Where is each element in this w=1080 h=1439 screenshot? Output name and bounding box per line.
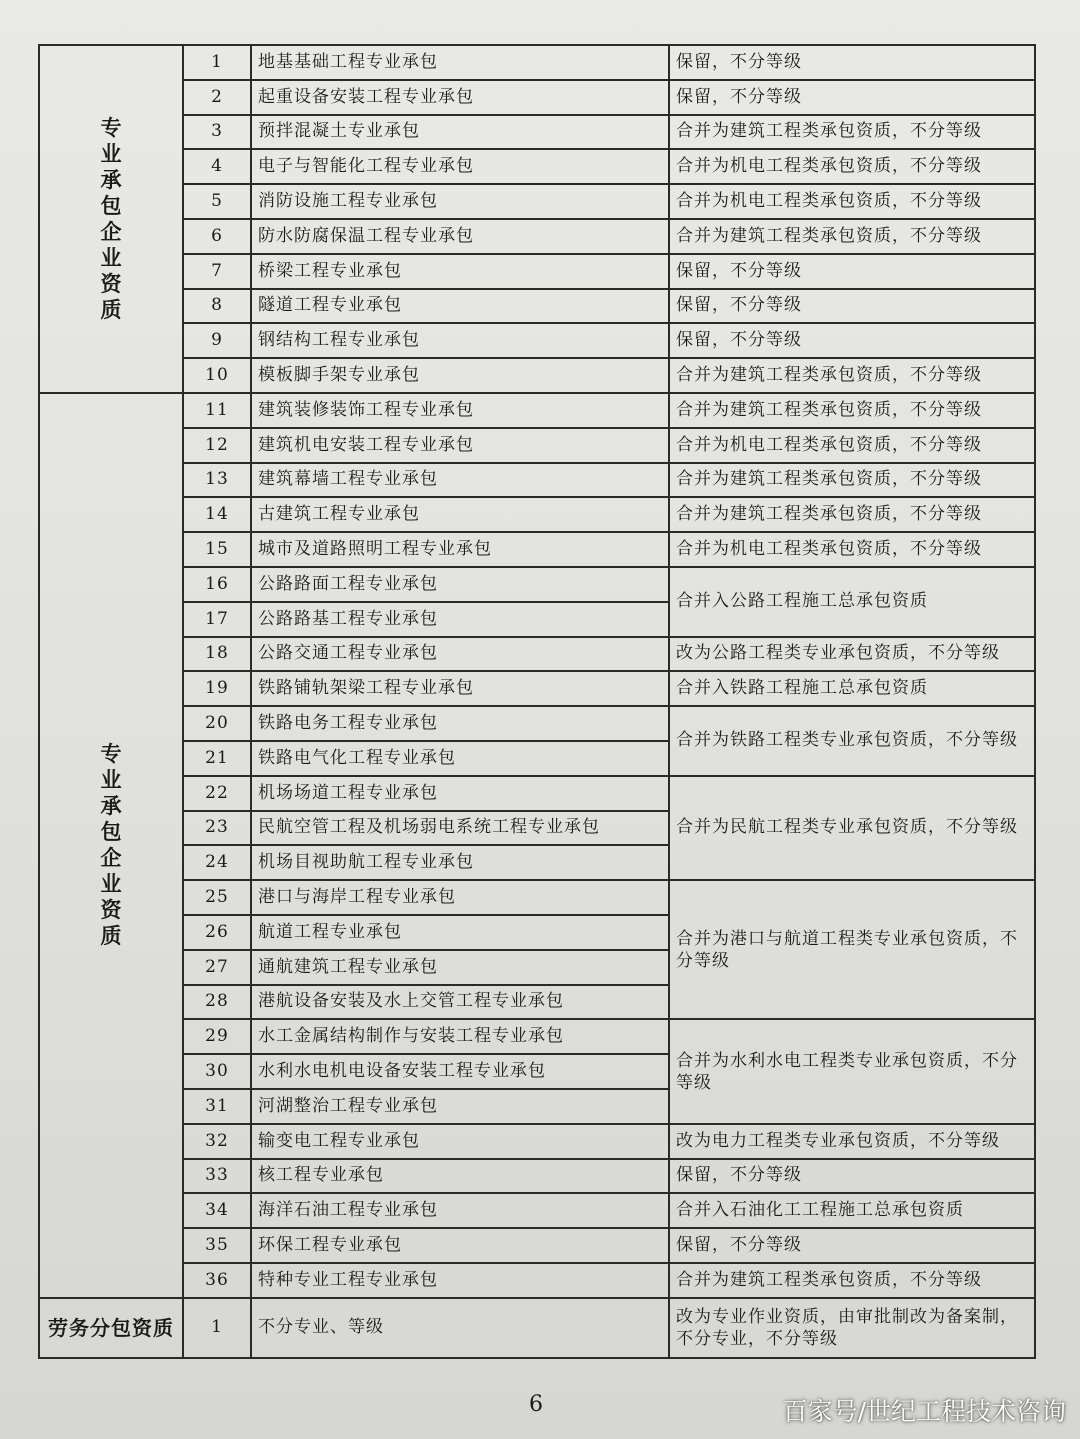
qualification-name: 航道工程专业承包 xyxy=(251,915,669,950)
remark-cell: 合并为机电工程类承包资质，不分等级 xyxy=(669,532,1035,567)
qualification-name: 机场目视助航工程专业承包 xyxy=(251,845,669,880)
table-row xyxy=(39,358,1035,393)
table-row xyxy=(39,289,1035,324)
row-number: 29 xyxy=(183,1019,251,1054)
category-cell xyxy=(39,1298,183,1358)
table-row xyxy=(39,776,1035,811)
table-row xyxy=(39,567,1035,602)
row-number: 21 xyxy=(183,741,251,776)
table-row xyxy=(39,671,1035,706)
row-number: 35 xyxy=(183,1228,251,1263)
qualification-name: 水利水电机电设备安装工程专业承包 xyxy=(251,1054,669,1089)
qualification-name: 建筑装修装饰工程专业承包 xyxy=(251,393,669,428)
remark-cell: 合并为建筑工程类承包资质，不分等级 xyxy=(669,115,1035,150)
table-row xyxy=(39,1298,1035,1358)
remark-cell: 保留，不分等级 xyxy=(669,1228,1035,1263)
qualification-name: 城市及道路照明工程专业承包 xyxy=(251,532,669,567)
row-number: 11 xyxy=(183,393,251,428)
qualification-name: 模板脚手架专业承包 xyxy=(251,358,669,393)
qualification-name: 公路路基工程专业承包 xyxy=(251,602,669,637)
remark-cell: 改为专业作业资质，由审批制改为备案制，不分专业，不分等级 xyxy=(669,1298,1035,1358)
table-row xyxy=(39,880,1035,915)
table-row xyxy=(39,1124,1035,1159)
qualification-name: 起重设备安装工程专业承包 xyxy=(251,80,669,115)
qualification-name: 港航设备安装及水上交管工程专业承包 xyxy=(251,985,669,1020)
table-row xyxy=(39,497,1035,532)
remark-cell: 保留，不分等级 xyxy=(669,254,1035,289)
category-cell xyxy=(39,45,183,393)
qualification-name: 环保工程专业承包 xyxy=(251,1228,669,1263)
remark-cell: 合并为建筑工程类承包资质，不分等级 xyxy=(669,219,1035,254)
remark-cell: 保留，不分等级 xyxy=(669,323,1035,358)
remark-cell: 合并为铁路工程类专业承包资质，不分等级 xyxy=(669,706,1035,776)
row-number: 16 xyxy=(183,567,251,602)
qualification-name: 建筑机电安装工程专业承包 xyxy=(251,428,669,463)
table-row xyxy=(39,463,1035,498)
row-number: 24 xyxy=(183,845,251,880)
qualification-name: 河湖整治工程专业承包 xyxy=(251,1089,669,1124)
row-number: 8 xyxy=(183,289,251,324)
table-row xyxy=(39,393,1035,428)
table-row xyxy=(39,254,1035,289)
qualification-name: 水工金属结构制作与安装工程专业承包 xyxy=(251,1019,669,1054)
category-label: 专业承包企业资质 xyxy=(100,741,122,949)
remark-cell: 合并为建筑工程类承包资质，不分等级 xyxy=(669,463,1035,498)
table-row xyxy=(39,1228,1035,1263)
row-number: 28 xyxy=(183,985,251,1020)
table-row xyxy=(39,1193,1035,1228)
table-row xyxy=(39,149,1035,184)
qualification-name: 电子与智能化工程专业承包 xyxy=(251,149,669,184)
page-number: 6 xyxy=(529,1392,543,1417)
watermark: 百家号/世纪工程技术咨询 xyxy=(782,1397,1066,1426)
row-number: 27 xyxy=(183,950,251,985)
category-cell xyxy=(39,393,183,1298)
qualification-name: 核工程专业承包 xyxy=(251,1159,669,1194)
row-number: 19 xyxy=(183,671,251,706)
row-number: 1 xyxy=(183,45,251,80)
qualification-name: 通航建筑工程专业承包 xyxy=(251,950,669,985)
remark-cell: 改为电力工程类专业承包资质，不分等级 xyxy=(669,1124,1035,1159)
category-label: 劳务分包资质 xyxy=(48,1315,174,1340)
row-number: 31 xyxy=(183,1089,251,1124)
table-row xyxy=(39,532,1035,567)
remark-cell: 合并为建筑工程类承包资质，不分等级 xyxy=(669,497,1035,532)
row-number: 20 xyxy=(183,706,251,741)
row-number: 3 xyxy=(183,115,251,150)
qualification-name: 公路交通工程专业承包 xyxy=(251,637,669,672)
qualification-name: 地基基础工程专业承包 xyxy=(251,45,669,80)
remark-cell: 合并入铁路工程施工总承包资质 xyxy=(669,671,1035,706)
row-number: 10 xyxy=(183,358,251,393)
remark-cell: 保留，不分等级 xyxy=(669,1159,1035,1194)
remark-cell: 保留，不分等级 xyxy=(669,289,1035,324)
table-row xyxy=(39,428,1035,463)
table-row xyxy=(39,80,1035,115)
qualification-name: 海洋石油工程专业承包 xyxy=(251,1193,669,1228)
qualification-name: 公路路面工程专业承包 xyxy=(251,567,669,602)
row-number: 5 xyxy=(183,184,251,219)
row-number: 25 xyxy=(183,880,251,915)
qualification-name: 防水防腐保温工程专业承包 xyxy=(251,219,669,254)
table-row xyxy=(39,706,1035,741)
row-number: 18 xyxy=(183,637,251,672)
qualification-name: 桥梁工程专业承包 xyxy=(251,254,669,289)
remark-cell: 合并为机电工程类承包资质，不分等级 xyxy=(669,428,1035,463)
remark-cell: 合并为建筑工程类承包资质，不分等级 xyxy=(669,393,1035,428)
row-number: 33 xyxy=(183,1159,251,1194)
row-number: 22 xyxy=(183,776,251,811)
row-number: 7 xyxy=(183,254,251,289)
remark-cell: 合并为机电工程类承包资质，不分等级 xyxy=(669,184,1035,219)
qualification-name: 机场场道工程专业承包 xyxy=(251,776,669,811)
qualification-name: 建筑幕墙工程专业承包 xyxy=(251,463,669,498)
remark-cell: 合并入公路工程施工总承包资质 xyxy=(669,567,1035,637)
row-number: 34 xyxy=(183,1193,251,1228)
remark-cell: 合并为建筑工程类承包资质，不分等级 xyxy=(669,1263,1035,1298)
qualification-name: 输变电工程专业承包 xyxy=(251,1124,669,1159)
table-row xyxy=(39,219,1035,254)
qualification-name: 隧道工程专业承包 xyxy=(251,289,669,324)
qualification-name: 港口与海岸工程专业承包 xyxy=(251,880,669,915)
qualification-name: 古建筑工程专业承包 xyxy=(251,497,669,532)
row-number: 23 xyxy=(183,811,251,846)
row-number: 17 xyxy=(183,602,251,637)
row-number: 6 xyxy=(183,219,251,254)
qualification-name: 消防设施工程专业承包 xyxy=(251,184,669,219)
table-row xyxy=(39,637,1035,672)
row-number: 36 xyxy=(183,1263,251,1298)
row-number: 32 xyxy=(183,1124,251,1159)
row-number: 14 xyxy=(183,497,251,532)
table-row xyxy=(39,1019,1035,1054)
table-row xyxy=(39,115,1035,150)
row-number: 30 xyxy=(183,1054,251,1089)
row-number: 13 xyxy=(183,463,251,498)
row-number: 12 xyxy=(183,428,251,463)
remark-cell: 合并为机电工程类承包资质，不分等级 xyxy=(669,149,1035,184)
row-number: 9 xyxy=(183,323,251,358)
category-label: 专业承包企业资质 xyxy=(100,114,122,322)
qualification-name: 民航空管工程及机场弱电系统工程专业承包 xyxy=(251,811,669,846)
qualification-name: 铁路铺轨架梁工程专业承包 xyxy=(251,671,669,706)
table-row xyxy=(39,184,1035,219)
row-number: 15 xyxy=(183,532,251,567)
table-row xyxy=(39,1263,1035,1298)
qualification-name: 预拌混凝土专业承包 xyxy=(251,115,669,150)
remark-cell: 合并为港口与航道工程类专业承包资质，不分等级 xyxy=(669,880,1035,1019)
qualification-name: 铁路电务工程专业承包 xyxy=(251,706,669,741)
row-number: 2 xyxy=(183,80,251,115)
row-number: 4 xyxy=(183,149,251,184)
table-row xyxy=(39,1159,1035,1194)
row-number: 26 xyxy=(183,915,251,950)
qualification-name: 不分专业、等级 xyxy=(251,1298,669,1358)
remark-cell: 合并为水利水电工程类专业承包资质，不分等级 xyxy=(669,1019,1035,1123)
qualification-name: 铁路电气化工程专业承包 xyxy=(251,741,669,776)
table-row xyxy=(39,323,1035,358)
remark-cell: 保留，不分等级 xyxy=(669,45,1035,80)
qualification-table xyxy=(38,44,1036,1359)
remark-cell: 合并入石油化工工程施工总承包资质 xyxy=(669,1193,1035,1228)
remark-cell: 保留，不分等级 xyxy=(669,80,1035,115)
remark-cell: 改为公路工程类专业承包资质，不分等级 xyxy=(669,637,1035,672)
remark-cell: 合并为民航工程类专业承包资质，不分等级 xyxy=(669,776,1035,880)
qualification-name: 特种专业工程专业承包 xyxy=(251,1263,669,1298)
remark-cell: 合并为建筑工程类承包资质，不分等级 xyxy=(669,358,1035,393)
row-number: 1 xyxy=(183,1298,251,1358)
qualification-name: 钢结构工程专业承包 xyxy=(251,323,669,358)
table-row xyxy=(39,45,1035,80)
